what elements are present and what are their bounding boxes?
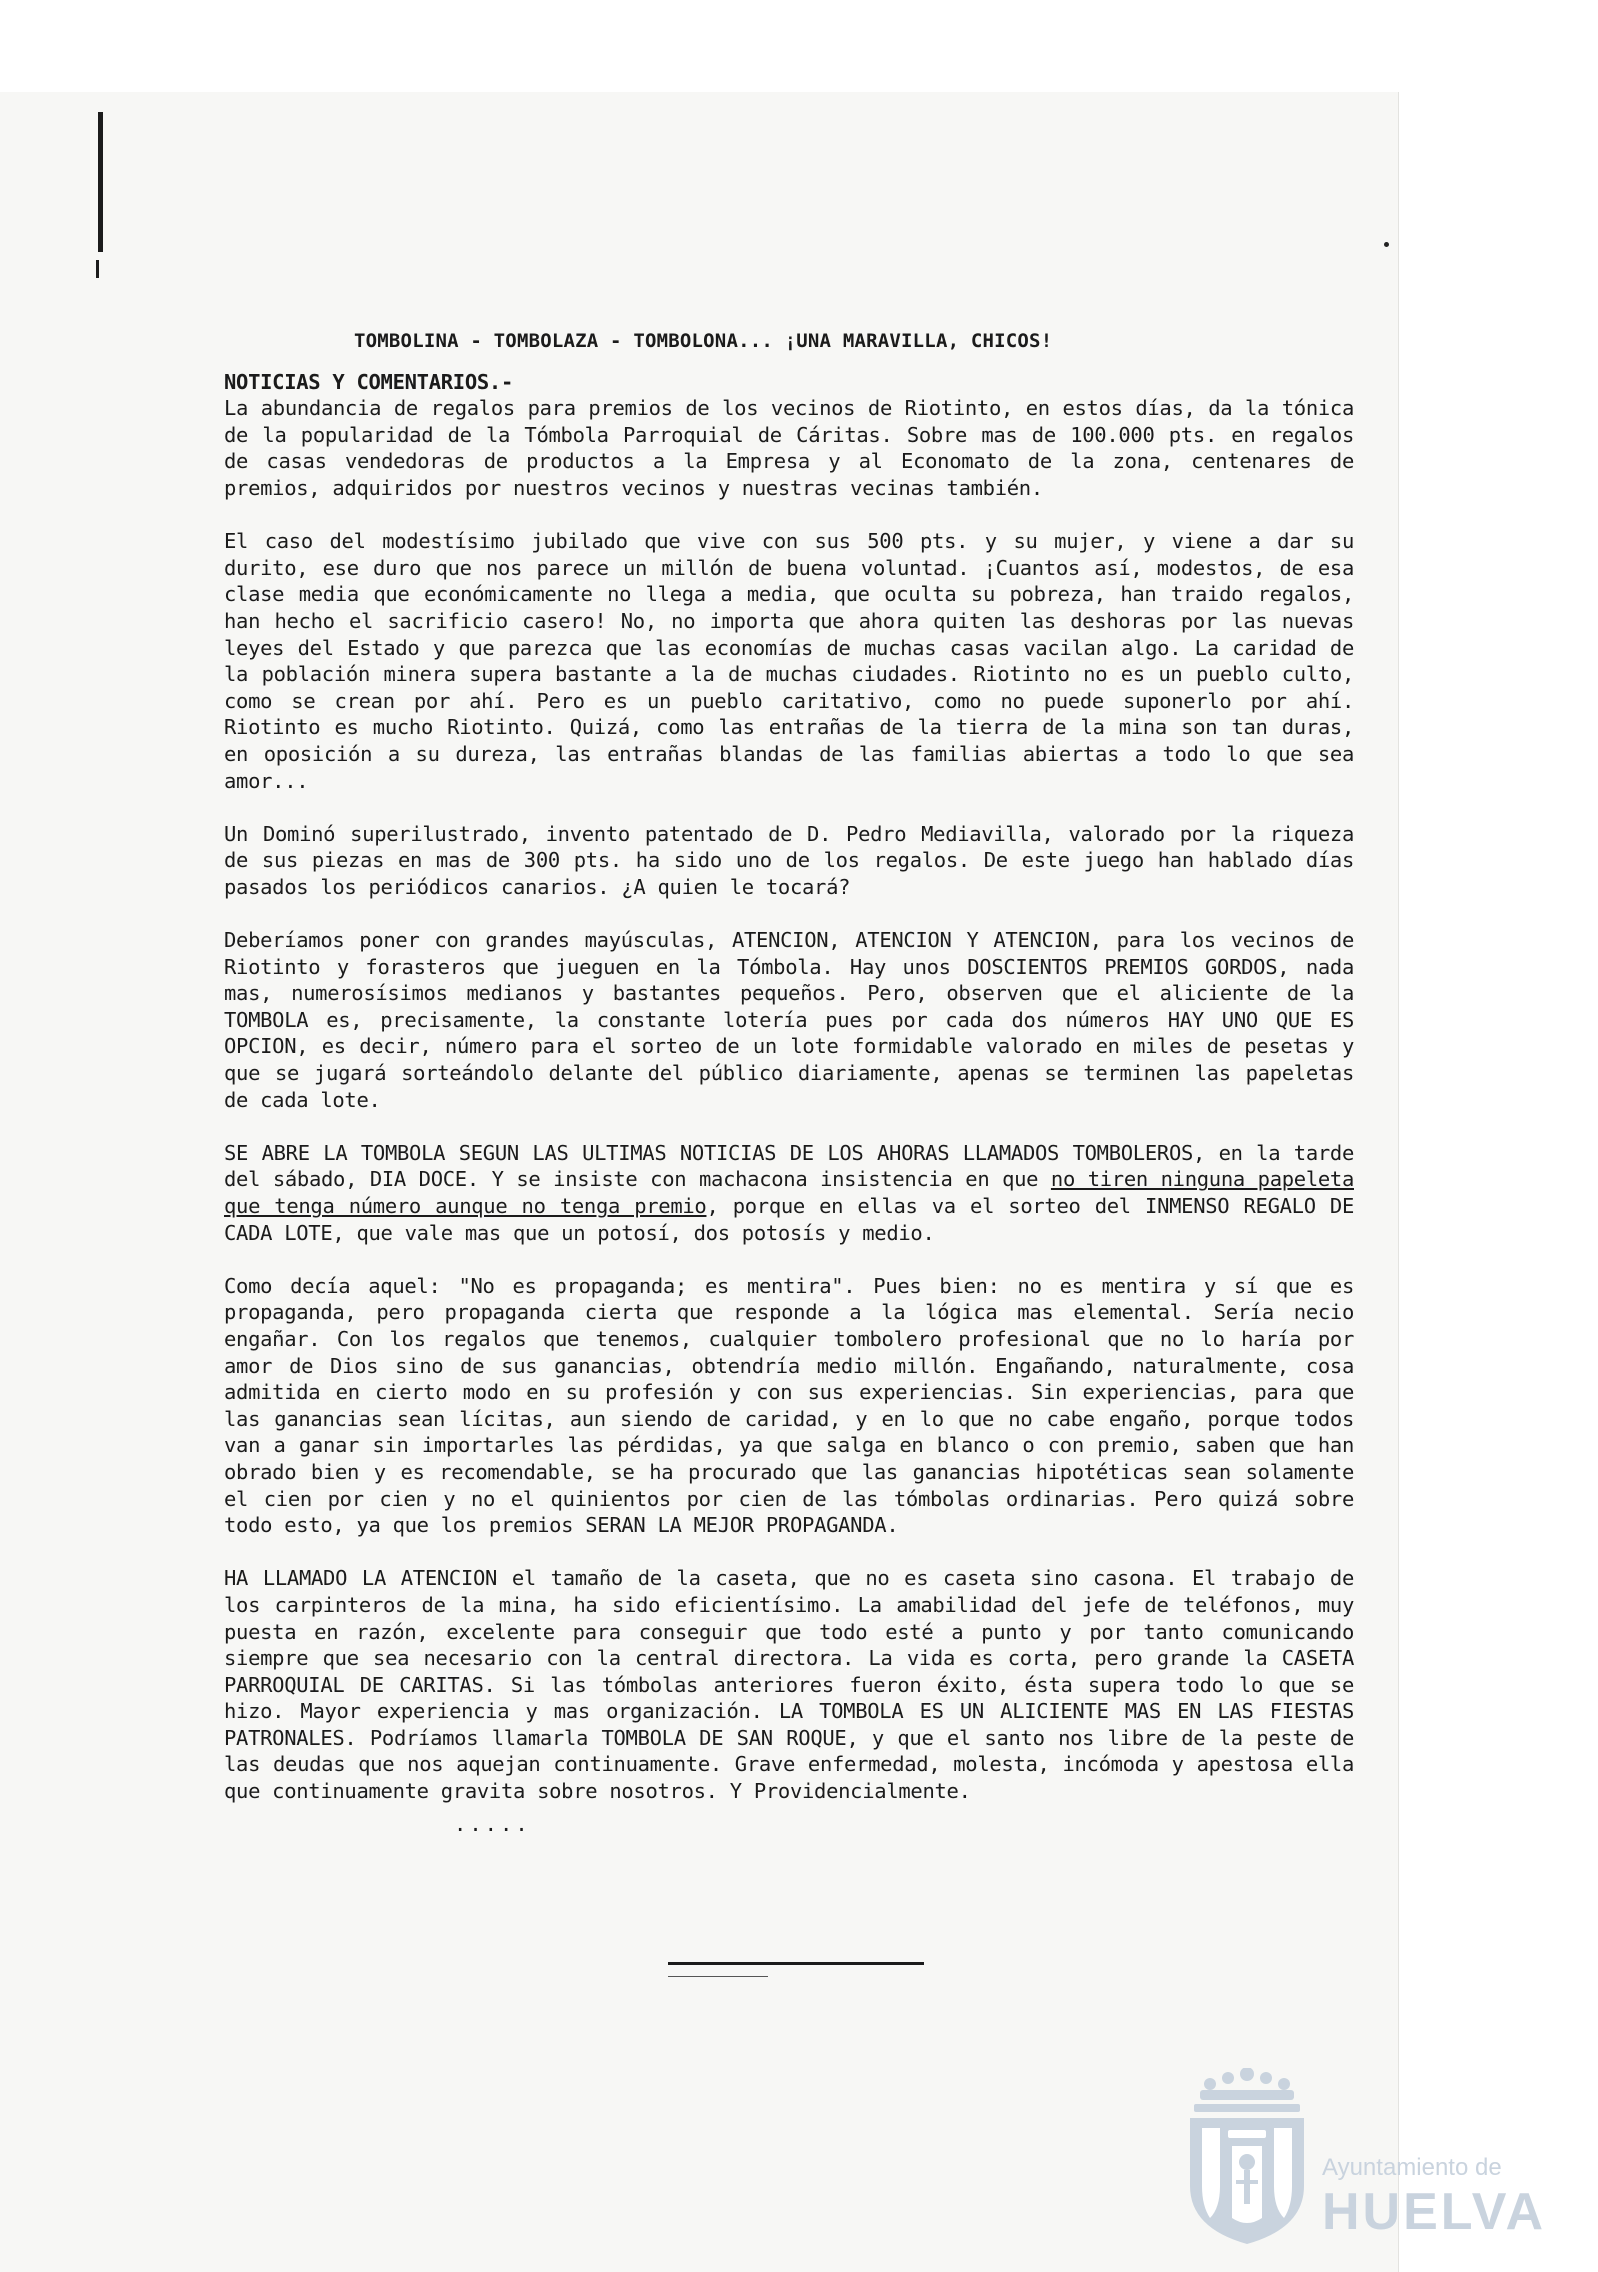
paragraph-1: La abundancia de regalos para premios de los vecinos de Riotinto, en estos días, da la tónica de la popularidad de la Tómbola Parroquial de Cáritas. Sobre mas de 100.000 pts. en regalos de casas vendedoras de productos a la Empresa y al Economato de la zona, centenares de premios, adquiridos por nuestros vecinos y nuestras vecinas también. [224, 396, 1354, 500]
watermark-line-1: Ayuntamiento de [1322, 2154, 1502, 2181]
paragraph-3: Un Dominó superilustrado, invento patentado de D. Pedro Mediavilla, valorado por la riqueza de sus piezas en mas de 300 pts. ha sido uno de los regalos. De este juego han hablado días pasados los periódicos canarios. ¿A quien le tocará? [224, 821, 1354, 899]
document-title: TOMBOLINA - TOMBOLAZA - TOMBOLONA... ¡UNA MARAVILLA, CHICOS! [354, 330, 1053, 352]
paragraph-5-end: , porque en ellas va el sorteo del INMENSO REGALO DE CADA LOTE, que vale mas que un potosí, dos potosís y medio. [224, 1194, 1355, 1245]
margin-mark [98, 112, 103, 252]
trailing-dots: ..... [454, 1811, 531, 1836]
margin-tick [96, 260, 99, 278]
closing-rule-underline [668, 1976, 768, 1977]
paragraph-5-start: SE ABRE LA TOMBOLA SEGUN LAS ULTIMAS NOTICIAS DE LOS AHORAS LLAMADOS TOMBOLEROS, en la tarde del sábado, DIA DOCE. Y se insiste con machacona insistencia en que [224, 1140, 1354, 1192]
ink-speck [1384, 242, 1389, 247]
paragraph-5 [224, 1140, 1354, 1246]
ayuntamiento-huelva-watermark [1182, 2068, 1562, 2248]
paragraph-7: HA LLAMADO LA ATENCION el tamaño de la caseta, que no es caseta sino casona. El trabajo de los carpinteros de la mina, ha sido eficientísimo. La amabilidad del jefe de teléfonos, muy puesta en razón, excelente para conseguir que todo esté a punto y por tanto comunicando siempre que sea necesario con la central directora. La vida es corta, pero grande la CASETA PARROQUIAL DE CARITAS. Si las tómbolas anteriores fueron éxito, ésta supera todo lo que se hizo. Mayor experiencia y mas organización. LA TOMBOLA ES UN ALICIENTE MAS EN LAS FIESTAS PATRONALES. Podríamos llamarla TOMBOLA DE SAN ROQUE, y que el santo nos libre de la peste de las deudas que nos aquejan continuamente. Grave enfermedad, molesta, incómoda y apestosa ella que continuamente gravita sobre nosotros. Y Providencialmente. [224, 1566, 1354, 1804]
scanned-page [0, 92, 1399, 2272]
section-heading: NOTICIAS Y COMENTARIOS.- [224, 369, 514, 394]
watermark-line-2: HUELVA [1322, 2183, 1547, 2241]
huelva-crest-icon [1182, 2068, 1312, 2248]
paragraph-2: El caso del modestísimo jubilado que vive con sus 500 pts. y su mujer, y viene a dar su durito, ese duro que nos parece un millón de buena voluntad. ¡Cuantos así, modestos, de esa clase media que económicamente no llega a media, que oculta su pobreza, han traido regalos, han hecho el sacrificio casero! No, no importa que ahora quiten las deshoras por las nuevas leyes del Estado y que parezca que las economías de muchas casas vacilan algo. La caridad de la población minera supera bastante a la de muchas ciudades. Riotinto no es un pueblo culto, como se crean por ahí. Pero es un pueblo caritativo, como no puede suponerlo por ahí. Riotinto es mucho Riotinto. Quizá, como las entrañas de la tierra de la mina son tan duras, en oposición a su dureza, las entrañas blandas de las familias abiertas a todo lo que sea amor... [224, 529, 1354, 793]
paragraph-4: Deberíamos poner con grandes mayúsculas, ATENCION, ATENCION Y ATENCION, para los vecinos de Riotinto y forasteros que jueguen en la Tómbola. Hay unos DOSCIENTOS PREMIOS GORDOS, nada mas, numerosísimos medianos y bastantes pequeños. Pero, observen que el aliciente de la TOMBOLA es, precisamente, la constante lotería pues por cada dos números HAY UNO QUE ES OPCION, es decir, número para el sorteo de un lote formidable valorado en miles de pesetas y que se jugará sorteándolo delante del público diariamente, apenas se terminen las papeletas de cada lote. [224, 928, 1354, 1112]
paragraph-6: Como decía aquel: "No es propaganda; es mentira". Pues bien: no es mentira y sí que es propaganda, pero propaganda cierta que responde a la lógica mas elemental. Sería necio engañar. Con los regalos que tenemos, cualquier tombolero profesional que no lo haría por amor de Dios sino de sus ganancias, obtendría medio millón. Engañando, naturalmente, cosa admitida en cierto modo en su profesión y con sus experiencias. Sin experiencias, para que las ganancias sean lícitas, aun siendo de caridad, y en lo que no cabe engaño, porque todos van a ganar sin importarles las pérdidas, ya que salga en blanco o con premio, saben que han obrado bien y es recomendable, se ha procurado que las ganancias hipotéticas sean solamente el cien por cien y no el quinientos por cien de las tómbolas ordinarias. Pero quizá sobre todo esto, ya que los premios SERAN LA MEJOR PROPAGANDA. [224, 1273, 1354, 1538]
paragraph-5-underlined: no tiren ninguna papeleta que tenga número aunque no tenga premio [224, 1167, 1354, 1218]
closing-rule [668, 1962, 924, 1965]
typed-text-body [224, 328, 1354, 1837]
